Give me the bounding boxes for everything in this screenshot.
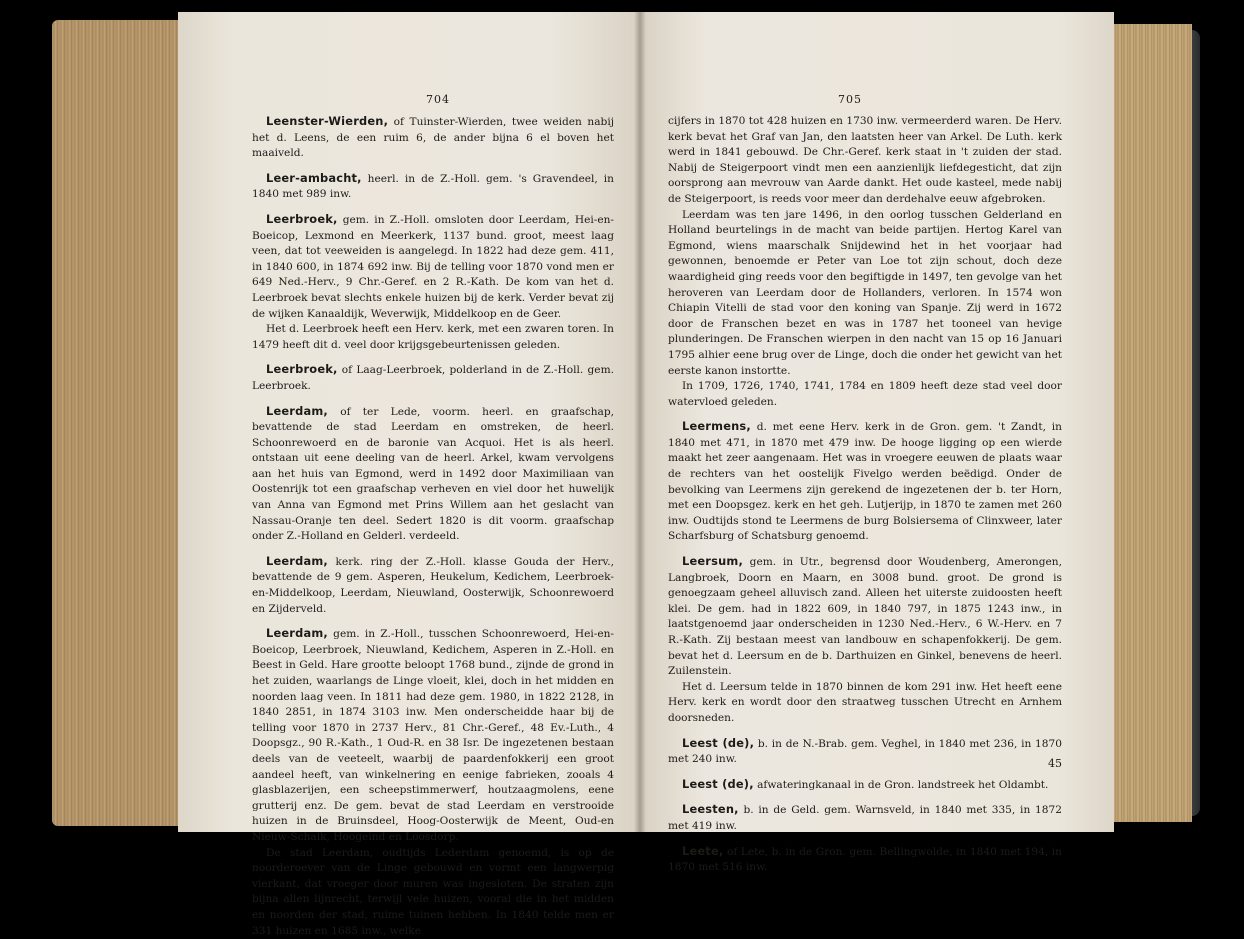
- entry-head: Leete,: [682, 843, 724, 858]
- dictionary-entry: [668, 419, 1062, 545]
- entry-head: Leerdam,: [266, 553, 328, 568]
- entry-head: Leest (de),: [682, 776, 754, 791]
- entry-text: gem. in Z.-Holl. omsloten door Leerdam, Hei-en-Boeicop, Lexmond en Meerkerk, 1137 bund. groot, meest laag veen, dat tot veeweiden is aangelegd. In 1822 had deze gem. 411, in 1840 600, in 1874 692 inw. Bij de telling voor 1870 vond men er 649 Ned.-Herv., 9 Chr.-Geref. en 2 R.-Kath. De kom van het d. Leerbroek bevat slechts enkele huizen bij de kerk. Verder bevat zij de wijken Kanaaldijk, Weverwijk, Middelkoop en de Geer.: [252, 213, 614, 320]
- entry-text: cijfers in 1870 tot 428 huizen en 1730 inw. vermeerderd waren. De Herv. kerk bevat het Graf van Jan, den laatsten heer van Arkel. De Luth. kerk werd in 1841 gebouwd. De Chr.-Geref. kerk staat in 't zuiden der stad. Nabij de Steigerpoort vindt men een aanzienlijk liefdegesticht, dat zijn oorsprong aan mevrouw van Aarde dankt. Het oude kasteel, mede nabij de Steigerpoort, is reeds voor meer dan derdehalve eeuw afgebroken.: [668, 115, 1062, 205]
- page-number: 705: [838, 93, 862, 106]
- dictionary-entry: [668, 802, 1062, 834]
- entry-text: afwateringkanaal in de Gron. landstreek het Oldambt.: [753, 778, 1049, 791]
- entry-text: b. in de Geld. gem. Warnsveld, in 1840 met 335, in 1872 met 419 inw.: [668, 804, 1062, 832]
- entry-paragraph: In 1709, 1726, 1740, 1741, 1784 en 1809 heeft deze stad veel door watervloed geleden.: [668, 380, 1062, 408]
- entry-text: gem. in Z.-Holl., tusschen Schoonrewoerd, Hei-en-Boeicop, Leerbroek, Nieuwland, Kedichem, Asperen in Z.-Holl. en Beest in Geld. Hare grootte beloopt 1768 bund., zijnde de grond in het zuiden, waarlangs de Linge vloeit, klei, doch in het midden en noorden laag veen. In 1811 had deze gem. 1980, in 1822 2128, in 1840 2851, in 1874 3103 inw. Men onderscheidde haar bij de telling voor 1870 in 2737 Herv., 81 Chr.-Geref., 48 Ev.-Luth., 4 Doopsgz., 90 R.-Kath., 1 Oud-R. en 38 Isr. De ingezetenen bestaan deels van de veeteelt, waarbij de paardenfokkerij een groot aandeel heeft, van winkelnering en eenige fabrieken, zooals 4 glasblazerijen, een scheepstimmerwerf, houtzaagmolens, eene grutterij enz. De gem. bevat de stad Leerdam en verstrooide huizen in de Bruinsdeel, Hoog-Oosterwijk de Meent, Oud-en Nieuw-Schaik, Hoogeind en Loosdorp.: [252, 628, 614, 843]
- dictionary-entry: [668, 777, 1062, 794]
- dictionary-entry: [668, 736, 1062, 768]
- dictionary-entry: [668, 554, 1062, 727]
- entry-text: d. met eene Herv. kerk in de Gron. gem. 't Zandt, in 1840 met 471, in 1870 met 479 inw. De hooge ligging op een wierde maakt het zeer aangenaam. Het was in vroegere eeuwen de plaats waar de rechters van het oostelijk Fivelgo werden beëdigd. Onder de bevolking van Leermens zijn gerekend de ingezetenen der b. ter Horn, met een Doopsgez. kerk en het geh. Lutjerijp, in 1870 te zamen met 260 inw. Oudtijds stond te Leermens de burg Bolsiersema of Clinxweer, later Scharfsburg of Schatsburg genoemd.: [668, 421, 1062, 543]
- entry-text: kerk. ring der Z.-Holl. klasse Gouda der Herv., bevattende de 9 gem. Asperen, Heukelum, Kedichem, Leerbroek-en-Middelkoop, Leerdam, Nieuwland, Oosterwijk, Schoonrewoerd en Zijderveld.: [252, 555, 614, 615]
- dictionary-entry: [668, 844, 1062, 876]
- entry-text: gem. in Utr., begrensd door Woudenberg, Amerongen, Langbroek, Doorn en Maarn, en 3008 bund. groot. De grond is genoegzaam geheel alluvisch zand. Alleen het uiterste zuidoosten heeft klei. De gem. had in 1822 609, in 1840 797, in 1875 1243 inw., in laatstgenoemd jaar onderscheiden in 1230 Ned.-Herv., 6 W.-Herv. en 7 R.-Kath. Zij bestaan meest van landbouw en schapenfokkerij. De gem. bevat het d. Leersum en de b. Darthuizen en Ginkel, benevens de heerl. Zuilenstein.: [668, 556, 1062, 678]
- entry-head: Leerdam,: [266, 403, 328, 418]
- entry-head: Leerdam,: [266, 626, 328, 641]
- right-page: [640, 12, 1114, 874]
- signature-mark: 45: [1048, 757, 1062, 771]
- dictionary-entry: [252, 212, 614, 353]
- entry-head: Leer-ambacht,: [266, 170, 362, 185]
- page-number: 704: [426, 93, 450, 106]
- entry-text: heerl. in de Z.-Holl. gem. 's Gravendeel, in 1840 met 989 inw.: [252, 172, 614, 201]
- page-edges-left: [52, 20, 180, 826]
- entry-text: of Tuinster-Wierden, twee weiden nabij het d. Leens, de een ruim 6, de ander bijna 6 el boven het maaiveld.: [252, 116, 614, 160]
- entry-text: b. in de N.-Brab. gem. Veghel, in 1840 met 236, in 1870 met 240 inw.: [668, 737, 1062, 766]
- entry-head: Leerbroek,: [266, 211, 338, 226]
- dictionary-entry-continued: [668, 114, 1062, 410]
- entry-text: of Lete, b. in de Gron. gem. Bellingwolde, in 1840 met 194, in 1870 met 516 inw.: [668, 845, 1062, 874]
- left-entries: [252, 114, 614, 939]
- right-entries: [668, 114, 1062, 876]
- entry-head: Leesten,: [682, 802, 739, 817]
- entry-paragraph: Leerdam was ten jare 1496, in den oorlog tusschen Gelderland en Holland beurtelings in de macht van beide partijen. Hertog Karel van Egmond, wiens maarschalk Snijdewind het in het voorjaar had gewonnen, benoemde er Peter van Loe tot zijn schout, doch deze waardigheid ging reeds voor den begiftigde in 1497, ten gevolge van het heroveren van Leerdam door de Hollanders, verloren. In 1574 won Chiapin Vitelli de stad voor den koning van Spanje. Zij werd in 1672 door de Franschen bezet en was in 1787 het tooneel van hevige plunderingen. De Franschen wierpen in den nacht van 15 op 16 Januari 1795 alhier eene brug over de Linge, doch die onder het gewicht van het eerste kanon instortte.: [668, 208, 1062, 377]
- entry-head: Leenster-Wierden,: [266, 114, 389, 128]
- entry-head: Leersum,: [682, 554, 744, 569]
- left-page: [178, 12, 640, 937]
- dictionary-entry: [252, 554, 614, 617]
- dictionary-entry: [252, 171, 614, 203]
- dictionary-entry: [252, 362, 614, 394]
- entry-paragraph: De stad Leerdam, oudtijds Lederdam genoemd, is op de noorderoever van de Linge gebouwd en vormt een langwerpig vierkant, dat vroeger door muren was ingesloten. De straten zijn bijna allen lijnrecht, terwijl vele huizen, vooral die in het midden en noorden der stad, ruime tuinen hebben. In 1840 telde men er 331 huizen en 1685 inw., welke: [252, 846, 614, 937]
- entry-head: Leerbroek,: [266, 362, 338, 377]
- entry-head: Leest (de),: [682, 735, 755, 750]
- dictionary-entry: [252, 404, 614, 545]
- page-edges-right: [1104, 24, 1192, 822]
- book-gutter: [634, 12, 646, 832]
- entry-paragraph: Het d. Leerbroek heeft een Herv. kerk, met een zwaren toren. In 1479 heeft dit d. veel door krijgsgebeurtenissen geleden.: [252, 323, 614, 351]
- entry-paragraph: Het d. Leersum telde in 1870 binnen de kom 291 inw. Het heeft eene Herv. kerk en wordt door den straatweg tusschen Utrecht en Arnhem doorsneden.: [668, 680, 1062, 724]
- dictionary-entry: [252, 626, 614, 939]
- entry-text: of ter Lede, voorm. heerl. en graafschap, bevattende de stad Leerdam en omstreken, de heerl. Schoonrewoerd en de baronie van Acquoi. Het is als heerl. ontstaan uit eene deeling van de heerl. Arkel, kwam vervolgens aan het huis van Egmond, werd in 1492 door Maximiliaan van Oostenrijk tot een graafschap verheven en viel door het huwelijk van Anna van Egmond met Prins Willem aan het geslacht van Nassau-Oranje ten deel. Sedert 1820 is dit voorm. graafschap onder Z.-Holland en Gelderl. verdeeld.: [252, 405, 614, 543]
- entry-head: Leermens,: [682, 419, 751, 434]
- dictionary-entry: [252, 114, 614, 162]
- entry-text: of Laag-Leerbroek, polderland in de Z.-Holl. gem. Leerbroek.: [252, 364, 614, 392]
